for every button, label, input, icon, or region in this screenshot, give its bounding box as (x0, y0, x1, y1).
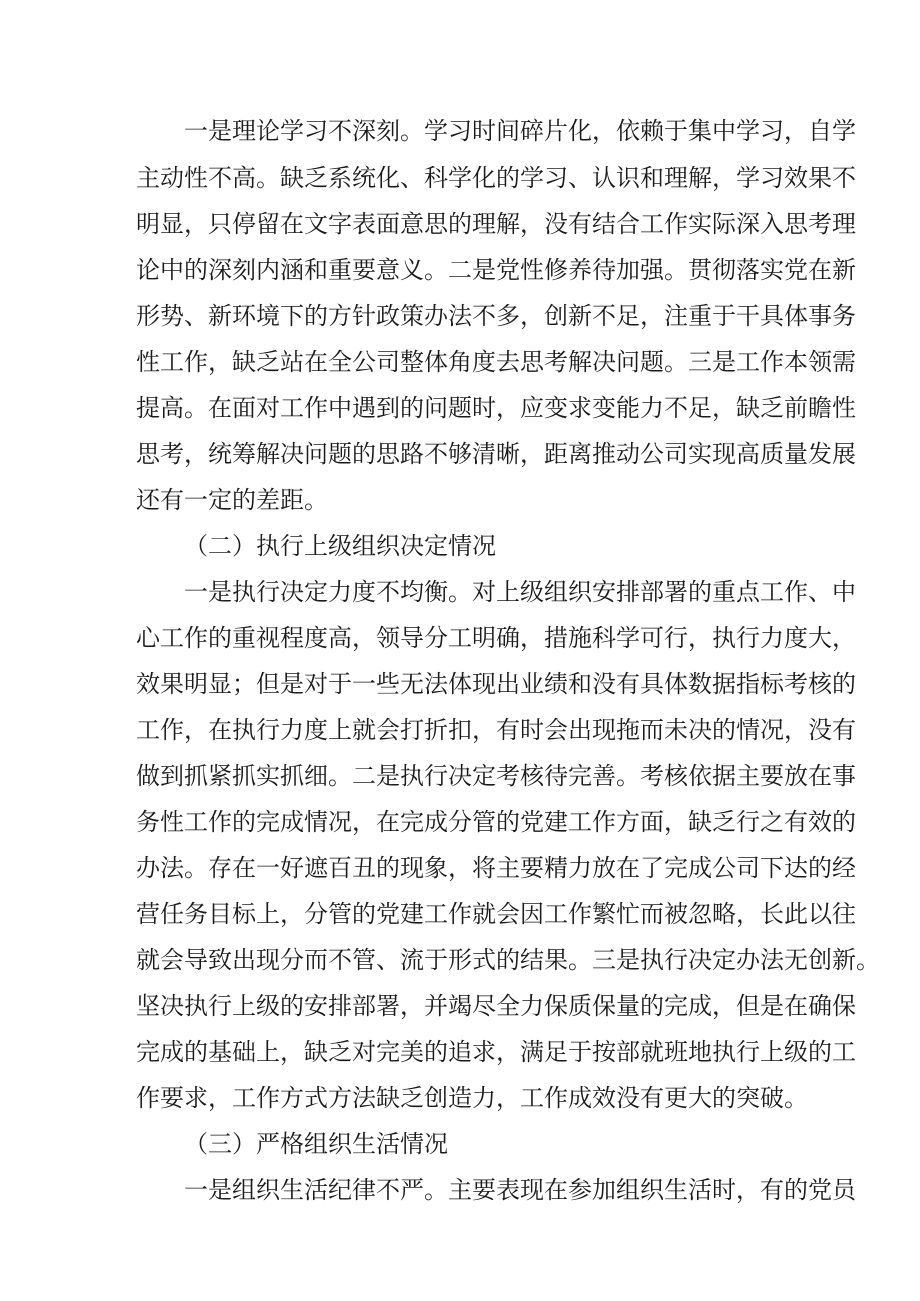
paragraph-1-line-9: 还有一定的差距。 (136, 486, 328, 514)
paragraph-2-line-5: 做到抓紧抓实抓细。二是执行决定考核待完善。考核依据主要放在事 (136, 762, 856, 790)
paragraph-1-line-2: 主动性不高。缺乏系统化、科学化的学习、认识和理解，学习效果不 (136, 164, 856, 192)
paragraph-2-line-6: 务性工作的完成情况，在完成分管的党建工作方面，缺乏行之有效的 (136, 808, 856, 836)
paragraph-1-line-8: 思考，统筹解决问题的思路不够清晰，距离推动公司实现高质量发展 (136, 440, 856, 468)
paragraph-2-line-2: 心工作的重视程度高，领导分工明确，措施科学可行，执行力度大， (136, 624, 856, 652)
paragraph-1-line-5: 形势、新环境下的方针政策办法不多，创新不足，注重于干具体事务 (136, 302, 856, 330)
paragraph-2-line-1: 一是执行决定力度不均衡。对上级组织安排部署的重点工作、中 (184, 578, 856, 606)
paragraph-2-line-12: 作要求，工作方式方法缺乏创造力，工作成效没有更大的突破。 (136, 1084, 808, 1112)
paragraph-2-line-4: 工作，在执行力度上就会打折扣，有时会出现拖而未决的情况，没有 (136, 716, 856, 744)
paragraph-2-line-8: 营任务目标上，分管的党建工作就会因工作繁忙而被忽略，长此以往 (136, 900, 856, 928)
paragraph-1-line-1: 一是理论学习不深刻。学习时间碎片化，依赖于集中学习，自学 (184, 117, 856, 145)
paragraph-2-line-11: 完成的基础上，缺乏对完美的追求，满足于按部就班地执行上级的工 (136, 1038, 856, 1066)
paragraph-3-line-1: 一是组织生活纪律不严。主要表现在参加组织生活时，有的党员 (184, 1176, 856, 1204)
paragraph-2-line-3: 效果明显；但是对于一些无法体现出业绩和没有具体数据指标考核的 (136, 670, 856, 698)
paragraph-1-line-7: 提高。在面对工作中遇到的问题时，应变求变能力不足，缺乏前瞻性 (136, 394, 856, 422)
paragraph-2-line-7: 办法。存在一好遮百丑的现象，将主要精力放在了完成公司下达的经 (136, 854, 856, 882)
paragraph-1-line-6: 性工作，缺乏站在全公司整体角度去思考解决问题。三是工作本领需 (136, 348, 856, 376)
section-heading-2: （二）执行上级组织决定情况 (184, 532, 496, 560)
section-heading-3: （三）严格组织生活情况 (184, 1130, 448, 1158)
paragraph-1-line-3: 明显，只停留在文字表面意思的理解，没有结合工作实际深入思考理 (136, 210, 856, 238)
paragraph-2-line-9: 就会导致出现分而不管、流于形式的结果。三是执行决定办法无创新。 (136, 946, 880, 974)
paragraph-2-line-10: 坚决执行上级的安排部署，并竭尽全力保质保量的完成，但是在确保 (136, 992, 856, 1020)
paragraph-1-line-4: 论中的深刻内涵和重要意义。二是党性修养待加强。贯彻落实党在新 (136, 256, 856, 284)
